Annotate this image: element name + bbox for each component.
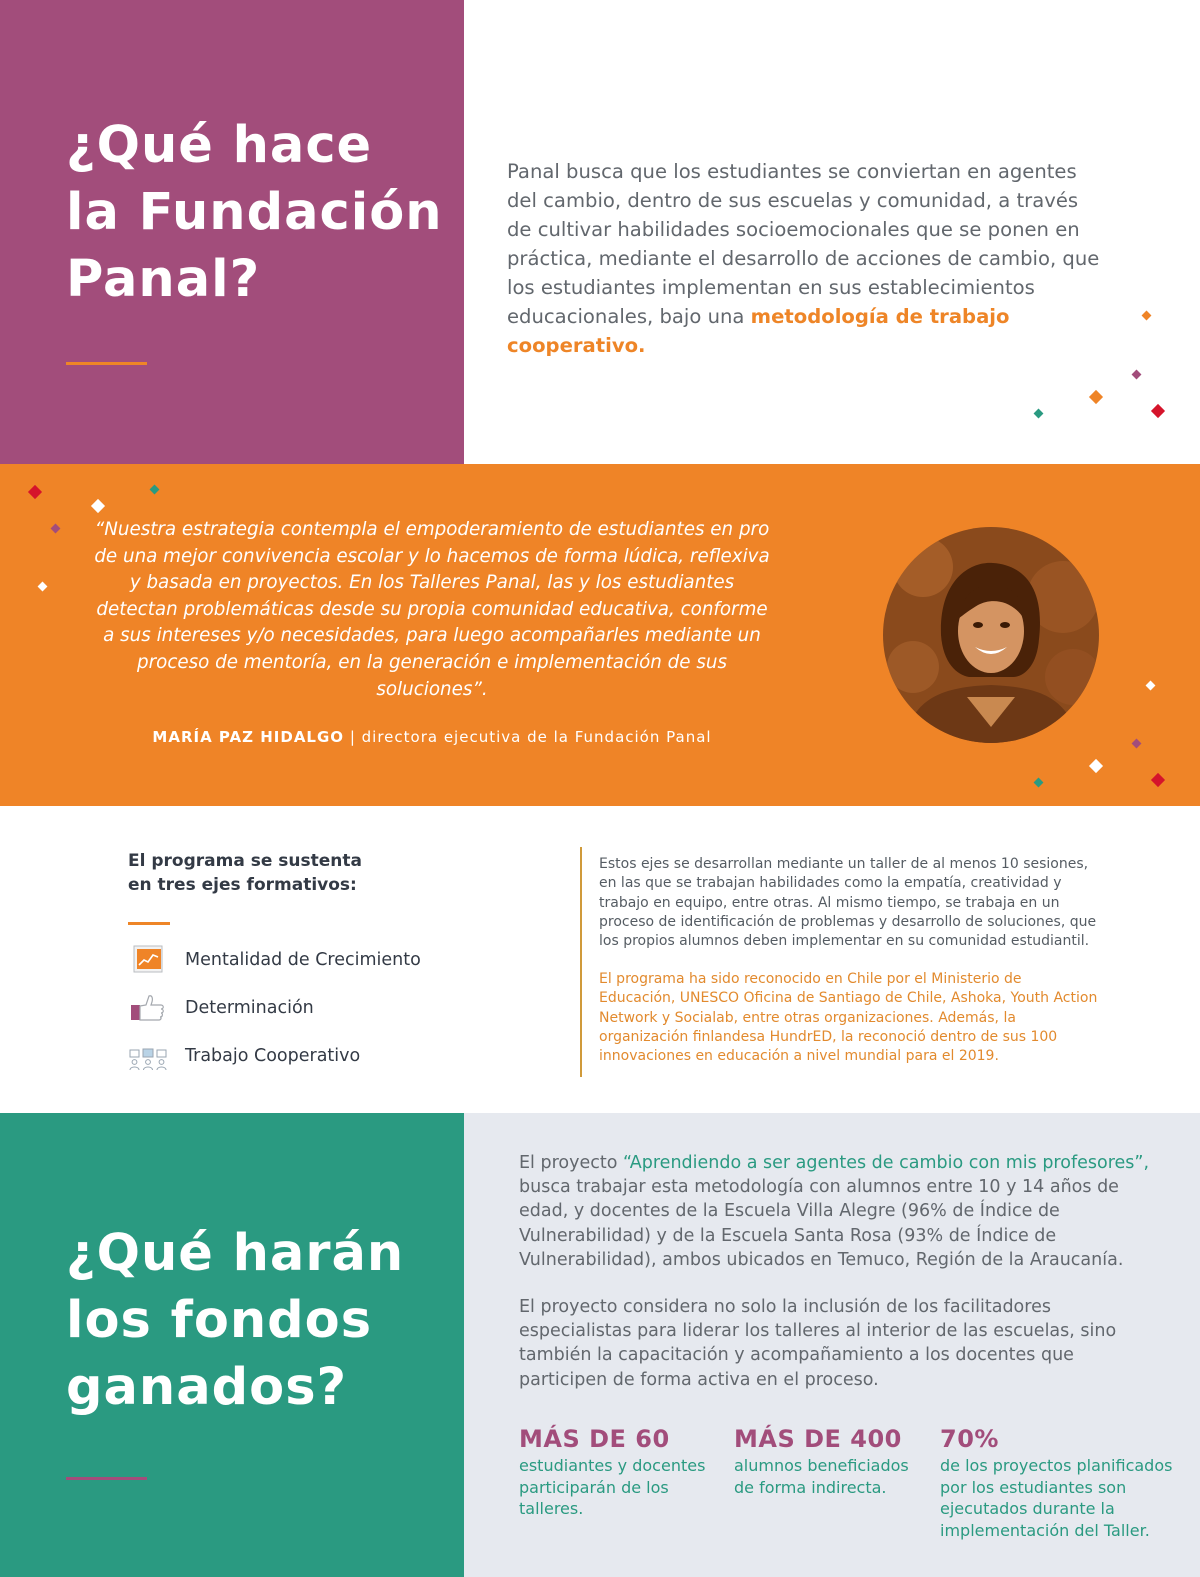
- thumbs-up-icon: [128, 992, 168, 1024]
- author-name: MARÍA PAZ HIDALGO: [152, 728, 345, 746]
- axis-item-determinacion: [128, 990, 458, 1026]
- intro-highlight: metodología de trabajo cooperativo.: [507, 305, 1010, 357]
- axis-item-mentalidad: [128, 942, 458, 978]
- author-role: directora ejecutiva de la Fundación Panal: [361, 728, 712, 746]
- stat-description: alumnos beneficiados de forma indirecta.: [734, 1456, 909, 1497]
- title-underline: [66, 362, 147, 365]
- axis-label: Mentalidad de Crecimiento: [185, 950, 421, 970]
- growth-chart-icon: [128, 944, 168, 976]
- stat-value: MÁS DE 400: [734, 1425, 902, 1453]
- training-paragraph: El proyecto considera no solo la inclusión de los facilitadores especialistas para liderar los talleres al interior de las escuelas, sino también la capacitación y acompañamiento a los docentes que participen de forma activa en el proceso.: [519, 1297, 1117, 1390]
- stat-estudiantes: [519, 1425, 709, 1520]
- title-underline: [66, 1477, 147, 1480]
- section-title-que-haran: [66, 1220, 446, 1421]
- axes-title-line: El programa se sustenta: [128, 851, 362, 871]
- program-description: Estos ejes se desarrollan mediante un taller de al menos 10 sesiones, en las que se trabajan habilidades como la empatía, creatividad y trabajo en equipo, entre otras. Al mismo tiempo, se trabaja en un proceso de identificación de problemas y desarrollo de soluciones, que los propios alumnos deben implementar en su comunidad estudiantil.: [599, 856, 1097, 950]
- stat-description: de los proyectos planificados por los estudiantes son ejecutados durante la implementación del Taller.: [940, 1456, 1173, 1540]
- title-line: ganados?: [66, 1358, 348, 1417]
- title-line: ¿Qué hace: [66, 116, 373, 175]
- quote-text: “Nuestra estrategia contempla el empoderamiento de estudiantes en pro de una mejor convivencia escolar y lo hacemos de forma lúdica, reflexiva y basada en proyectos. En los Talleres Panal, las y los estudiantes detectan problemáticas desde su propia comunidad educativa, conforme a sus intereses y/o necesidades, para luego acompañarles mediante un proceso de mentoría, en la generación e implementación de sus soluciones”.: [94, 519, 770, 700]
- stat-value: 70%: [940, 1425, 999, 1453]
- axis-label: Trabajo Cooperativo: [185, 1046, 361, 1066]
- project-text: busca trabajar esta metodología con alumnos entre 10 y 14 años de edad, y docentes de la Escuela Villa Alegre (96% de Índice de Vulnerabilidad) y de la Escuela Santa Rosa (93% de Índice de Vulnerabilidad), ambos ubicados en Temuco, Región de la Araucanía.: [519, 1177, 1124, 1270]
- decorative-diamond: [1132, 370, 1142, 380]
- axes-title-line: en tres ejes formativos:: [128, 875, 357, 895]
- project-text: El proyecto: [519, 1153, 623, 1173]
- intro-paragraph: [507, 157, 1107, 360]
- stat-description: estudiantes y docentes participarán de los talleres.: [519, 1456, 706, 1518]
- stat-value: MÁS DE 60: [519, 1425, 670, 1453]
- author-photo: [883, 527, 1099, 743]
- axis-label: Determinación: [185, 998, 314, 1018]
- decorative-diamond: [1142, 311, 1152, 321]
- title-line: Panal?: [66, 250, 261, 309]
- decorative-diamond: [1034, 409, 1044, 419]
- program-recognition: El programa ha sido reconocido en Chile por el Ministerio de Educación, UNESCO Oficina de Santiago de Chile, Ashoka, Youth Action Network y Socialab, entre otras organizaciones. Además, la organización finlandesa HundrED, la reconoció dentro de sus 100 innovaciones en educación a nivel mundial para el 2019.: [599, 971, 1098, 1065]
- decorative-diamond: [1151, 404, 1165, 418]
- title-line: ¿Qué harán: [66, 1224, 405, 1283]
- vertical-divider: [580, 847, 582, 1077]
- intro-text: Panal busca que los estudiantes se conviertan en agentes del cambio, dentro de sus escuelas y comunidad, a través de cultivar habilidades socioemocionales que se ponen en práctica, mediante el desarrollo de acciones de cambio, que los estudiantes implementan en sus establecimientos educacionales, bajo una: [507, 160, 1100, 328]
- axes-underline: [128, 922, 170, 925]
- section-title-que-hace: [66, 112, 446, 313]
- axes-title: [128, 849, 448, 897]
- project-name: “Aprendiendo a ser agentes de cambio con mis profesores”,: [622, 1153, 1150, 1173]
- team-icon: [128, 1040, 168, 1072]
- axis-item-trabajo-cooperativo: [128, 1038, 458, 1074]
- decorative-diamond: [1089, 390, 1103, 404]
- title-line: la Fundación: [66, 183, 443, 242]
- title-line: los fondos: [66, 1291, 373, 1350]
- attribution-separator: |: [344, 728, 362, 746]
- project-paragraph: [519, 1151, 1159, 1272]
- stat-alumnos: [734, 1425, 919, 1498]
- stat-proyectos: [940, 1425, 1180, 1541]
- quote-attribution: [90, 728, 774, 746]
